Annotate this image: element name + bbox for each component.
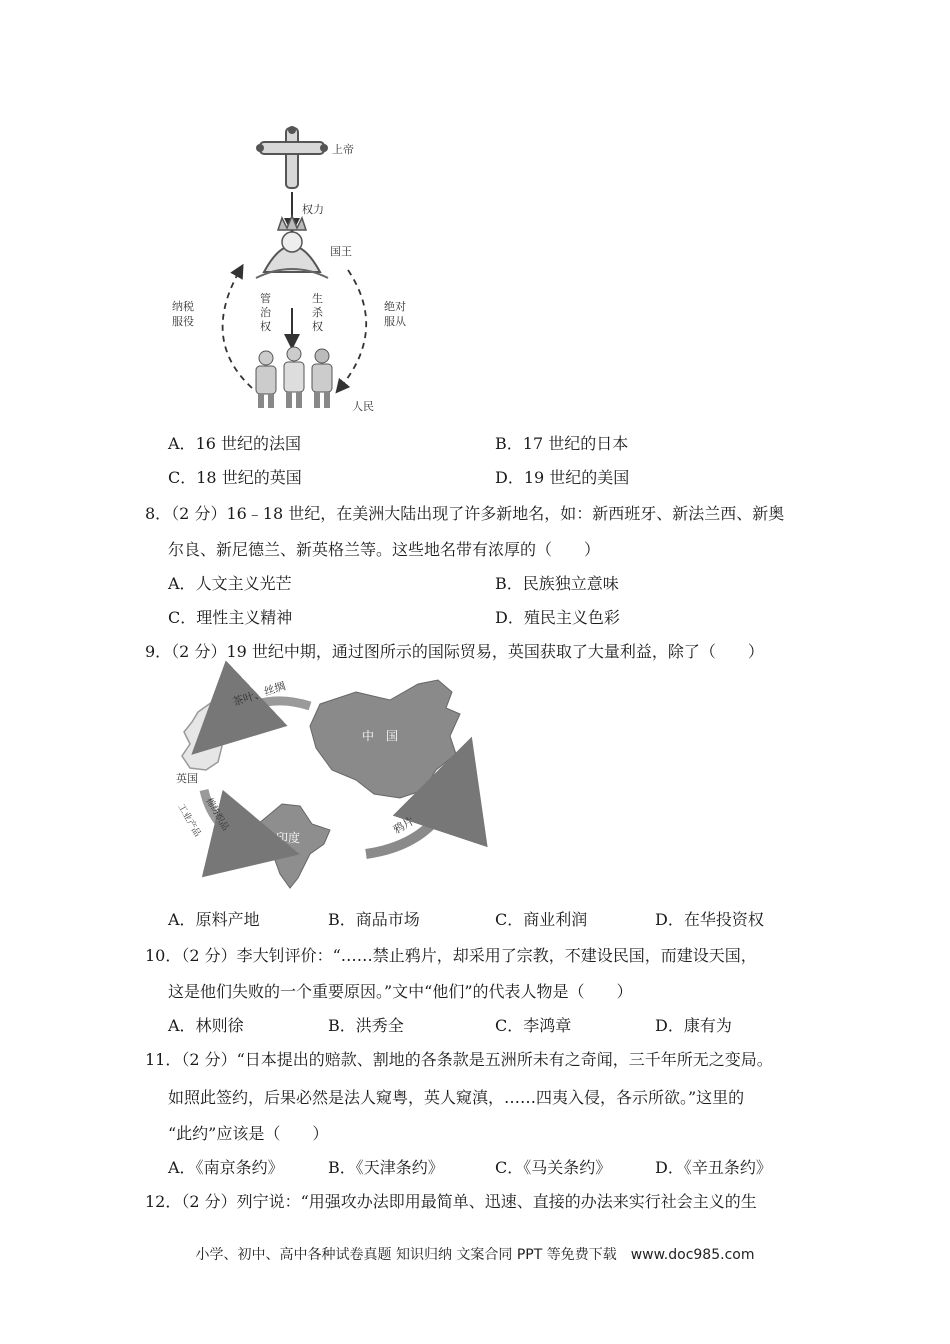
power-label: 权力 [302, 203, 324, 216]
britain-shape [182, 702, 222, 770]
india-shape [258, 804, 330, 888]
q11-option-d: D．《辛丑条约》 [655, 1158, 772, 1177]
q11-stem-1: 11．（2 分）“日本提出的赔款、割地的各条款是五洲所未有之奇闻，三千年所无之变局。 [145, 1050, 773, 1069]
q11-option-b: B．《天津条约》 [328, 1158, 444, 1177]
govern-3: 权 [260, 320, 271, 333]
tea-silk-label: 茶叶、丝绸 [230, 679, 288, 709]
q11-stem-3: “此约”应该是（ ） [168, 1124, 329, 1143]
q8-option-c: C．理性主义精神 [168, 608, 293, 627]
govern-1: 管 [260, 292, 271, 305]
q10-stem-2: 这是他们失败的一个重要原因。”文中“他们”的代表人物是（ ） [168, 982, 633, 1001]
india-label: 印度 [276, 831, 301, 845]
q9-option-b: B．商品市场 [328, 910, 420, 929]
q8-option-b: B．民族独立意味 [495, 574, 619, 593]
q8-stem-1: 8．（2 分）16﹣18 世纪，在美洲大陆出现了许多新地名，如：新西班牙、新法兰西、新奥 [145, 504, 785, 523]
opium-label: 鸦片 [391, 814, 417, 837]
q7-option-d: D．19 世纪的美国 [495, 468, 630, 487]
people-label: 人民 [352, 400, 374, 413]
god-label: 上帝 [332, 143, 354, 156]
q9-option-d: D．在华投资权 [655, 910, 764, 929]
tax-label-2: 服役 [172, 315, 194, 328]
obey-label-2: 服从 [384, 315, 406, 328]
lifedeath-2: 杀 [312, 306, 323, 319]
q9-stem-1: 9．（2 分）19 世纪中期，通过图所示的国际贸易，英国获取了大量利益，除了（ ） [145, 642, 764, 661]
page-footer: 小学、初中、高中各种试卷真题 知识归纳 文案合同 PPT 等免费下载 www.doc985.com [195, 1247, 755, 1263]
q8-option-a: A．人文主义光芒 [168, 574, 292, 593]
lifedeath-3: 权 [312, 320, 323, 333]
king-icon [256, 216, 328, 278]
q11-option-c: C．《马关条约》 [495, 1158, 612, 1177]
q10-option-d: D．康有为 [655, 1016, 732, 1035]
q11-stem-2: 如照此签约，后果必然是法人窥粤，英人窥滇，……四夷入侵，各示所欲。”这里的 [168, 1088, 745, 1107]
q11-option-a: A．《南京条约》 [168, 1158, 284, 1177]
q10-option-a: A．林则徐 [168, 1016, 244, 1035]
q12-stem-1: 12．（2 分）列宁说：“用强攻办法即用最简单、迅速、直接的办法来实行社会主义的生 [145, 1192, 757, 1211]
trade-map [160, 674, 500, 894]
q9-option-a: A．原料产地 [168, 910, 260, 929]
obey-label-1: 绝对 [384, 300, 406, 313]
china-label: 中 国 [362, 729, 399, 743]
monarchy-diagram [160, 120, 406, 415]
tax-label-1: 纳税 [172, 300, 194, 313]
q7-option-a: A．16 世纪的法国 [168, 434, 302, 453]
people-icon [256, 347, 332, 408]
q10-option-c: C．李鸿章 [495, 1016, 572, 1035]
q10-stem-1: 10．（2 分）李大钊评价：“……禁止鸦片，却采用了宗教，不建设民国，而建设天国， [145, 946, 757, 965]
britain-label: 英国 [176, 772, 198, 785]
q8-stem-2: 尔良、新尼德兰、新英格兰等。这些地名带有浓厚的（ ） [168, 540, 601, 559]
king-label: 国王 [330, 245, 352, 258]
q7-option-b: B．17 世纪的日本 [495, 434, 629, 453]
govern-2: 治 [260, 306, 271, 319]
q7-option-c: C．18 世纪的英国 [168, 468, 302, 487]
q10-option-b: B．洪秀全 [328, 1016, 404, 1035]
lifedeath-1: 生 [312, 292, 323, 305]
industrial-label: 工业产品 [175, 802, 203, 839]
q9-option-c: C．商业利润 [495, 910, 588, 929]
cross-icon [256, 126, 328, 188]
cotton-label: 棉纺织品 [203, 796, 231, 833]
q8-option-d: D．殖民主义色彩 [495, 608, 620, 627]
